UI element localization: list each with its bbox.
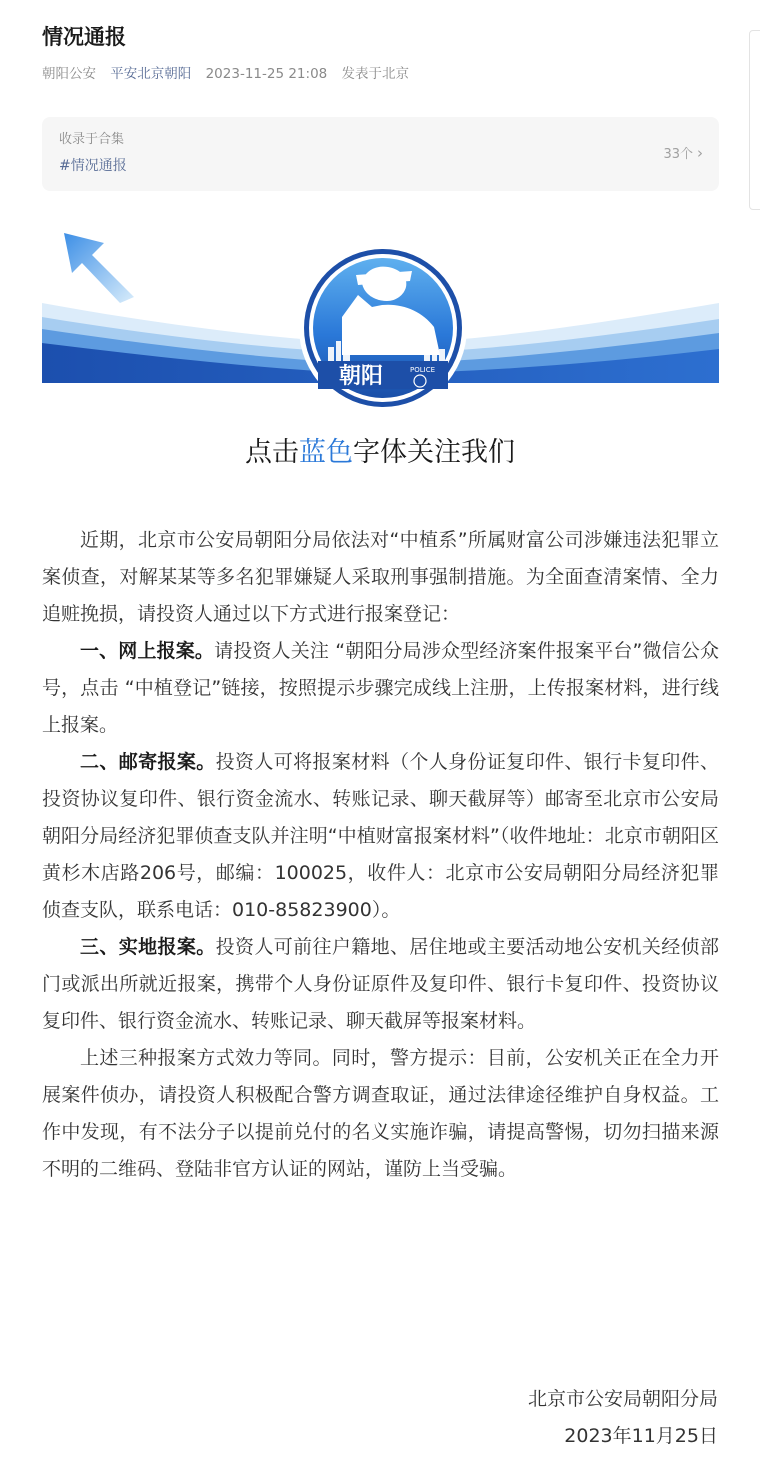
logo-text: 朝阳 bbox=[338, 364, 384, 389]
banner-graphic bbox=[42, 225, 719, 425]
account-name-link[interactable]: 平安北京朝阳 bbox=[110, 66, 192, 82]
meta-location: 发表于北京 bbox=[341, 66, 410, 82]
paragraph-onsite-body: 投资人可前往户籍地、居住地或主要活动地公安机关经侦部门或派出所就近报案，携带个人身份证原件及复印件、银行卡复印件、投资协议复印件、银行资金流水、转账记录、聊天截屏等报案材料。 bbox=[42, 936, 719, 1032]
chevron-right-icon: › bbox=[697, 144, 703, 162]
slogan-prefix: 点击 bbox=[245, 437, 299, 468]
side-panel-frame bbox=[749, 30, 760, 210]
paragraph-mail-report bbox=[42, 744, 719, 929]
arrow-up-left-icon bbox=[64, 233, 134, 303]
meta-source: 朝阳公安 bbox=[42, 66, 96, 82]
paragraph-online-title: 一、网上报案。 bbox=[80, 640, 215, 662]
collection-label: 收录于合集 bbox=[59, 132, 125, 147]
paragraph-mail-title: 二、邮寄报案。 bbox=[80, 751, 216, 773]
article-title: 情况通报 bbox=[42, 25, 126, 49]
article-meta bbox=[42, 64, 419, 84]
paragraph-mail-body: 投资人可将报案材料（个人身份证复印件、银行卡复印件、投资协议复印件、银行资金流水、转账记录、聊天截屏等）邮寄至北京市公安局朝阳分局经济犯罪侦查支队并注明“中植财富报案材料”（收件地址：北京市朝阳区黄杉木店路206号，邮编：100025，收件人：北京市公安局朝阳分局经济犯罪侦查支队，联系电话：010-85823900）。 bbox=[42, 751, 719, 921]
paragraph-online-body: 请投资人关注 “朝阳分局涉众型经济案件报案平台”微信公众号，点击 “中植登记”链接，按照提示步骤完成线上注册，上传报案材料，进行线上报案。 bbox=[42, 640, 719, 736]
follow-banner bbox=[42, 225, 719, 425]
collection-count[interactable] bbox=[663, 143, 703, 165]
paragraph-onsite-title: 三、实地报案。 bbox=[80, 936, 216, 958]
collection-card[interactable] bbox=[42, 117, 719, 191]
meta-datetime: 2023-11-25 21:08 bbox=[205, 66, 328, 82]
signature-block bbox=[528, 1381, 718, 1455]
article-body bbox=[42, 522, 719, 1188]
signature-org: 北京市公安局朝阳分局 bbox=[527, 1388, 718, 1410]
follow-slogan bbox=[0, 433, 760, 473]
paragraph-closing: 上述三种报案方式效力等同。同时，警方提示：目前，公安机关正在全力开展案件侦办，请投资人积极配合警方调查取证，通过法律途径维护自身权益。工作中发现，有不法分子以提前兑付的名义实施诈骗，请提高警惕，切勿扫描来源不明的二维码、登陆非官方认证的网站，谨防上当受骗。 bbox=[42, 1047, 719, 1180]
signature-date: 2023年11月25日 bbox=[564, 1425, 718, 1447]
logo-police-text: POLICE bbox=[410, 366, 436, 374]
collection-tag-link[interactable]: #情况通报 bbox=[59, 158, 127, 174]
collection-count-text: 33个 bbox=[663, 147, 693, 162]
paragraph-online-report bbox=[42, 633, 719, 744]
chaoyang-police-logo bbox=[299, 244, 467, 412]
slogan-suffix: 字体关注我们 bbox=[353, 437, 515, 468]
paragraph-onsite-report bbox=[42, 929, 719, 1040]
slogan-highlight: 蓝色 bbox=[299, 437, 353, 468]
paragraph-intro: 近期，北京市公安局朝阳分局依法对“中植系”所属财富公司涉嫌违法犯罪立案侦查，对解某某等多名犯罪嫌疑人采取刑事强制措施。为全面查清案情、全力追赃挽损，请投资人通过以下方式进行报案登记： bbox=[42, 529, 719, 625]
